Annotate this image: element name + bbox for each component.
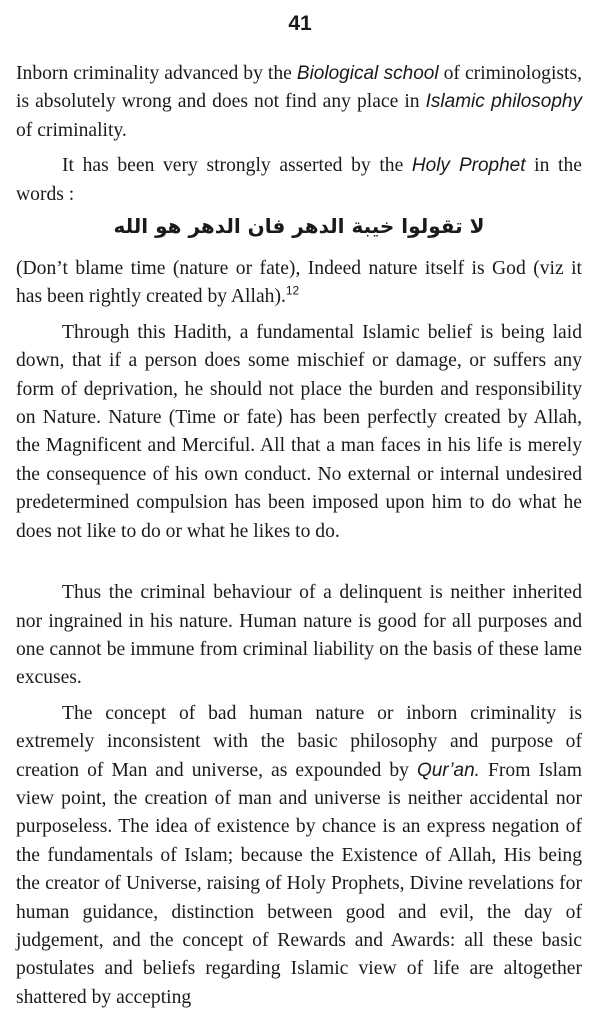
paragraph-2 (16, 152, 582, 209)
quran-term: Qur’an. (416, 759, 480, 781)
paragraph-2-text-b: in the words : (16, 155, 582, 205)
holy-prophet-term: Holy Prophet (411, 155, 526, 177)
islamic-philosophy-term: Islamic philosophy (425, 91, 582, 113)
paragraph-1-text-b: of criminologists, is absolutely wrong and does not find any place in (16, 63, 582, 113)
page-body (16, 60, 582, 1012)
footnote-marker: 12 (285, 283, 300, 298)
translation-text: (Don’t blame time (nature or fate), Indeed nature itself is God (viz it has been rightly created by Allah). (16, 258, 582, 308)
paragraph-criminal-behaviour: Thus the criminal behaviour of a delinquent is neither inherited nor ingrained in his nature. Human nature is good for all purposes and one cannot be immune from criminal liability on the basis of these lame excuses. (16, 582, 582, 689)
paragraph-1-text-c: of criminality. (16, 119, 127, 141)
paragraph-1 (16, 60, 582, 145)
paragraph-hadith-explanation: Through this Hadith, a fundamental Islamic belief is being laid down, that if a person does some mischief or damage, or suffers any form of deprivation, he should not place the burden and responsibility on Nature. Nature (Time or fate) has been perfectly created by Allah, the Magnificent and Merciful. All that a man faces in his life is merely the consequence of his own conduct. No external or internal undesired predetermined compulsion has been imposed upon him to do what he does not like to do or what he likes to do. (16, 321, 582, 542)
biological-school-term: Biological school (296, 63, 439, 84)
paragraph-6-text-a: The concept of bad human nature or inborn criminality is extremely inconsistent with the basic philosophy and purpose of creation of Man and universe, as expounded by (16, 702, 582, 781)
arabic-hadith-quote: لا تقولوا خيبة الدهر فان الدهر هو الله (113, 214, 485, 239)
paragraph-1-text-a: Inborn criminality advanced by the (16, 63, 297, 84)
paragraph-translation (16, 255, 582, 312)
paragraph-2-text-a: It has been very strongly asserted by the (62, 155, 412, 177)
paragraph-6-text-b: From Islam view point, the creation of man and universe is neither accidental nor purposeless. The idea of existence by chance is an express negation of the fundamentals of Islam; because the Existence of Allah, His being the creator of Universe, raising of Holy Prophets, Divine revelations for human guidance, distinction between good and evil, the day of judgement, and the concept of Rewards and Awards: all these basic postulates and beliefs regarding Islamic view of life are altogether shattered by accepting (16, 759, 582, 1008)
page-number: 41 (288, 12, 312, 35)
paragraph-human-nature-concept (16, 700, 582, 1012)
